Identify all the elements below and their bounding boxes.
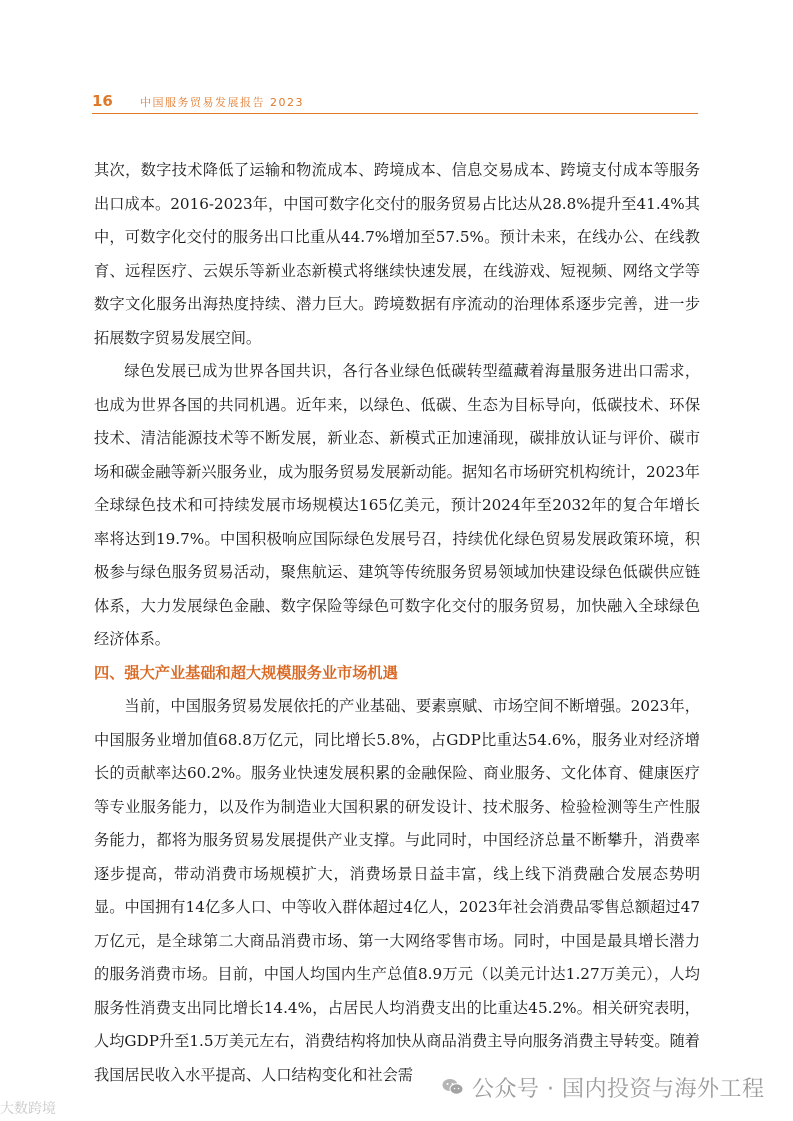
page-header — [92, 92, 698, 112]
body-paragraph: 其次，数字技术降低了运输和物流成本、跨境成本、信息交易成本、跨境支付成本等服务出口成本。2016-2023年，中国可数字化交付的服务贸易占比达从28.8%提升至41.4%其中，可数字化交付的服务出口比重从44.7%增加至57.5%。预计未来，在线办公、在线教育、远程医疗、云娱乐等新业态新模式将继续快速发展，在线游戏、短视频、网络文学等数字文化服务出海热度持续、潜力巨大。跨境数据有序流动的治理体系逐步完善，进一步拓展数字贸易发展空间。 — [94, 161, 700, 347]
watermark-bottom-left: 大数跨境 — [0, 1101, 56, 1117]
running-title: 中国服务贸易发展报告 2023 — [140, 96, 304, 109]
page-number: 16 — [92, 92, 113, 110]
watermark-bottom-right — [442, 1072, 764, 1102]
section-heading: 四、强大产业基础和超大规模服务业市场机遇 — [94, 663, 398, 682]
body-paragraph: 绿色发展已成为世界各国共识，各行各业绿色低碳转型蕴藏着海量服务进出口需求，也成为世界各国的共同机遇。近年来，以绿色、低碳、生态为目标导向，低碳技术、环保技术、清洁能源技术等不断发展，新业态、新模式正加速涌现，碳排放认证与评价、碳市场和碳金融等新兴服务业，成为服务贸易发展新动能。据知名市场研究机构统计，2023年全球绿色技术和可持续发展市场规模达165亿美元，预计2024年至2032年的复合年增长率将达到19.7%。中国积极响应国际绿色发展号召，持续优化绿色贸易发展政策环境，积极参与绿色服务贸易活动，聚焦航运、建筑等传统服务贸易领域加快建设绿色低碳供应链体系，大力发展绿色金融、数字保险等绿色可数字化交付的服务贸易，加快融入全球绿色经济体系。 — [94, 362, 700, 648]
body-paragraph: 当前，中国服务贸易发展依托的产业基础、要素禀赋、市场空间不断增强。2023年，中国服务业增加值68.8万亿元，同比增长5.8%，占GDP比重达54.6%，服务业对经济增长的贡献率达60.2%。服务业快速发展积累的金融保险、商业服务、文化体育、健康医疗等专业服务能力，以及作为制造业大国积累的研发设计、技术服务、检验检测等生产性服务能力，都将为服务贸易发展提供产业支撑。与此同时，中国经济总量不断攀升，消费率逐步提高，带动消费市场规模扩大，消费场景日益丰富，线上线下消费融合发展态势明显。中国拥有14亿多人口、中等收入群体超过4亿人，2023年社会消费品零售总额超过47万亿元，是全球第二大商品消费市场、第一大网络零售市场。同时，中国是最具增长潜力的服务消费市场。目前，中国人均国内生产总值8.9万元（以美元计达1.27万美元），人均服务性消费支出同比增长14.4%，占居民人均消费支出的比重达45.2%。相关研究表明，人均GDP升至1.5万美元左右，消费结构将加快从商品消费主导向服务消费主导转变。随着我国居民收入水平提高、人口结构变化和社会需 — [94, 697, 700, 1084]
page-body — [94, 154, 700, 1092]
header-rule — [92, 113, 698, 114]
watermark-text: 公众号 · 国内投资与海外工程 — [472, 1076, 765, 1102]
wechat-icon — [442, 1078, 464, 1096]
